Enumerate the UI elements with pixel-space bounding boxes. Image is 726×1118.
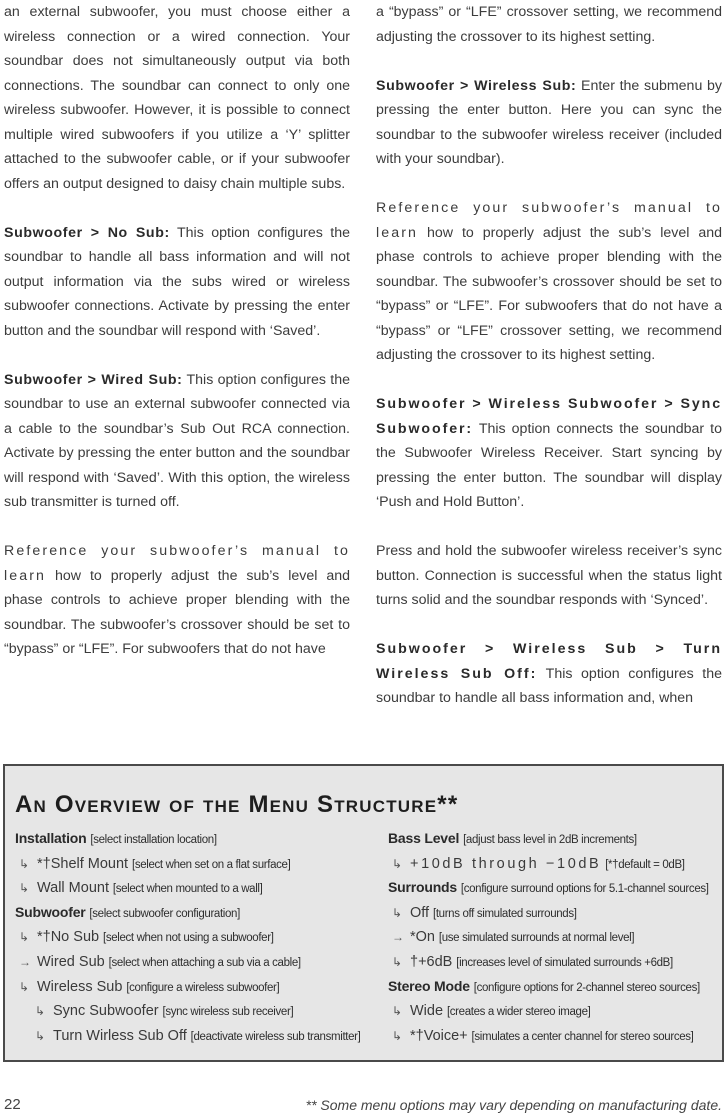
spaced-lead-right: Reference your subwoofer’s manual to learn	[376, 200, 722, 241]
left-paragraph-reference	[4, 539, 350, 662]
menu-option-label: *†No Sub	[37, 929, 100, 946]
menu-option-label: *On	[410, 929, 435, 946]
menu-note: [select when not using a subwoofer]	[102, 932, 274, 945]
menu-option	[388, 924, 718, 949]
menu-category-label: Stereo Mode	[388, 977, 470, 994]
text-reference-right: how to properly adjust the sub’s level and phase controls to achieve proper blending with the soundbar. The subwoofer’s crossover should be set to “bypass” or “LFE”. For subwoofers that do not have a “bypass” or “LFE” crossover setting, we recommend adjusting the crossover to its highest setting.	[376, 224, 722, 363]
arrow-icon: ↳	[19, 856, 30, 871]
menu-category	[388, 974, 718, 999]
menu-category-label: Subwoofer	[15, 903, 86, 920]
text-sync-subwoofer: This option connects the soundbar to the Subwoofer Wireless Receiver. Start syncing by pressing the enter button. The soundbar will display ‘Push and Hold Button’.	[376, 420, 722, 510]
arrow-icon: →	[19, 954, 31, 969]
menu-option	[388, 900, 718, 925]
menu-option-label: Turn Wirless Sub Off	[53, 1027, 187, 1044]
menu-option-label: *†Shelf Mount	[37, 855, 129, 872]
left-paragraph-wired-sub	[4, 368, 350, 515]
page-number: 22	[4, 1096, 21, 1113]
menu-option-label: Off	[410, 904, 430, 921]
right-column	[376, 0, 722, 735]
menu-option-label: †+6dB	[410, 953, 453, 970]
menu-option-label: *†Voice+	[410, 1027, 468, 1044]
overview-title: An Overview of the Menu Structure**	[15, 791, 459, 818]
menu-note: [*†default = 0dB]	[605, 858, 685, 871]
left-column	[4, 0, 350, 686]
menu-note: [increases level of simulated surrounds +6dB]	[456, 956, 673, 969]
menu-note: [configure options for 2-channel stereo sources]	[473, 981, 700, 994]
menu-option	[15, 974, 375, 999]
text-turn-off: This option configures the soundbar to handle all bass information and, when	[376, 665, 723, 706]
menu-option	[15, 1023, 375, 1048]
spaced-lead-left: Reference your subwoofer’s manual to learn	[4, 543, 350, 584]
arrow-icon: ↳	[35, 1028, 46, 1043]
menu-option	[15, 998, 375, 1023]
menu-option	[388, 949, 718, 974]
menu-option-label: Sync Subwoofer	[53, 1003, 159, 1020]
menu-category	[15, 826, 375, 851]
heading-wireless-sub: Subwoofer > Wireless Sub:	[376, 77, 577, 94]
menu-note: [select when attaching a sub via a cable]	[108, 956, 301, 969]
menu-note: [creates a wider stereo image]	[446, 1006, 591, 1019]
text-wired-sub: This option configures the soundbar to use an external subwoofer connected via a cable to the soundbar’s Sub Out RCA connection. Activate by pressing the enter button and the soundbar will respond with ‘Saved’. With this option, the wireless sub transmitter is turned off.	[4, 371, 351, 510]
menu-note: [turns off simulated surrounds]	[432, 907, 577, 920]
menu-option	[15, 924, 375, 949]
menu-category-label: Bass Level	[388, 830, 460, 846]
right-paragraph-1: a “bypass” or “LFE” crossover setting, we recommend adjusting the crossover to its highest setting.	[376, 4, 722, 45]
menu-option-label: Wireless Sub	[37, 978, 123, 995]
left-paragraph-1: an external subwoofer, you must choose either a wireless connection or a wired connection. Your soundbar does not simultaneously output via both connections. The soundbar can connect to only one wireless subwoofer. However, it is possible to connect multiple wired subwoofers if you utilize a ‘Y’ splitter attached to the subwoofer cable, or if your subwoofer offers an output designed to daisy chain multiple subs.	[4, 4, 350, 192]
arrow-icon: ↳	[392, 954, 403, 969]
menu-option	[388, 1023, 718, 1048]
heading-wired-sub: Subwoofer > Wired Sub:	[4, 371, 183, 388]
menu-option-label: Wide	[410, 1003, 444, 1020]
footer-note: ** Some menu options may vary depending on manufacturing date.	[305, 1097, 722, 1113]
text-no-sub: This option configures the soundbar to handle all bass information and will not output information via the subs wired or wireless subwoofer connections. Activate by pressing the enter button and the soundbar will respond with ‘Saved’.	[4, 224, 350, 339]
menu-note: [select when set on a flat surface]	[131, 858, 291, 871]
menu-category	[388, 826, 718, 851]
arrow-icon: ↳	[392, 905, 403, 920]
menu-option	[15, 875, 375, 900]
menu-category	[15, 900, 375, 925]
menu-option-label: Wired Sub	[37, 953, 105, 970]
menu-note: [deactivate wireless sub transmitter]	[190, 1030, 361, 1043]
menu-category-label: Installation	[15, 830, 87, 846]
arrow-icon: ↳	[392, 1004, 403, 1019]
menu-note: [sync wireless sub receiver]	[162, 1006, 294, 1019]
menu-overview-box	[3, 764, 724, 1062]
menu-category-label: Surrounds	[388, 879, 457, 896]
left-paragraph-no-sub	[4, 221, 350, 344]
arrow-icon: ↳	[35, 1004, 46, 1019]
right-paragraph-press-hold: Press and hold the subwoofer wireless receiver’s sync button. Connection is successful when the status light turns solid and the soundbar responds with ‘Synced’.	[376, 543, 722, 608]
menu-note: [configure surround options for 5.1-channel sources]	[460, 883, 709, 896]
arrow-icon: ↳	[392, 856, 403, 871]
text-wireless-sub: Enter the submenu by pressing the enter button. Here you can sync the soundbar to the subwoofer wireless receiver (included with your soundbar).	[376, 77, 722, 167]
menu-option-label: +10dB through −10dB	[410, 855, 602, 872]
overview-right-list	[388, 826, 718, 1047]
menu-note: [select installation location]	[90, 834, 217, 846]
arrow-icon: ↳	[19, 881, 30, 896]
menu-note: [select when mounted to a wall]	[112, 883, 263, 896]
heading-no-sub: Subwoofer > No Sub:	[4, 224, 170, 241]
arrow-icon: ↳	[392, 1028, 403, 1043]
arrow-icon: →	[392, 930, 404, 945]
menu-category	[388, 875, 718, 900]
menu-note: [select subwoofer configuration]	[89, 907, 240, 920]
menu-option-label: Wall Mount	[37, 880, 109, 897]
menu-note: [use simulated surrounds at normal level]	[438, 932, 635, 945]
menu-option	[15, 851, 375, 876]
right-paragraph-turn-off	[376, 637, 722, 711]
menu-option	[388, 998, 718, 1023]
overview-left-list	[15, 826, 375, 1047]
right-paragraph-sync	[376, 392, 722, 515]
right-paragraph-wireless-sub	[376, 74, 722, 172]
heading-sync-subwoofer: Subwoofer > Wireless Subwoofer > Sync Subwoofer:	[376, 396, 722, 437]
menu-note: [simulates a center channel for stereo sources]	[471, 1030, 694, 1043]
heading-turn-off: Subwoofer > Wireless Sub > Turn Wireless Sub Off:	[376, 641, 722, 682]
menu-option	[15, 949, 375, 974]
arrow-icon: ↳	[19, 930, 30, 945]
menu-note: [configure a wireless subwoofer]	[126, 981, 280, 994]
menu-option	[388, 851, 718, 876]
text-reference-left: how to properly adjust the sub’s level and phase controls to achieve proper blending with the soundbar. The subwoofer’s crossover should be set to “bypass” or “LFE”. For subwoofers that do not have	[4, 567, 350, 657]
arrow-icon: ↳	[19, 979, 30, 994]
right-paragraph-reference	[376, 196, 722, 368]
menu-note: [adjust bass level in 2dB increments]	[463, 834, 637, 846]
